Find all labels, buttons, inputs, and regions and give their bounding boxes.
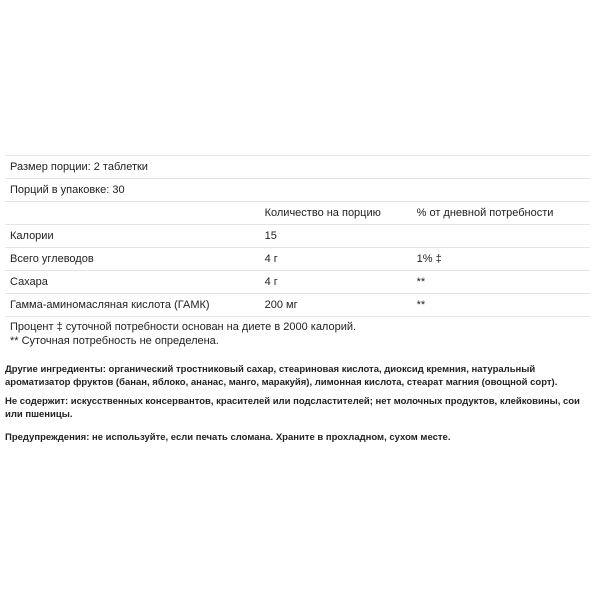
table-row bbox=[5, 248, 590, 271]
table-row bbox=[5, 179, 590, 202]
footnote-daily-value: Процент ‡ суточной потребности основан на диете в 2000 калорий. bbox=[10, 321, 357, 333]
table-row bbox=[5, 225, 590, 248]
free-of: Не содержит: искусственных консервантов, красителей или подсластителей; нет молочных продуктов, клейковины, сои или пшеницы. bbox=[5, 396, 580, 420]
footnote-not-established: ** Суточная потребность не определена. bbox=[10, 335, 219, 347]
nutrient-dv bbox=[412, 225, 590, 248]
nutrient-dv: ** bbox=[412, 271, 590, 294]
servings-per-container: Порций в упаковке: 30 bbox=[5, 179, 590, 202]
nutrient-name: Гамма-аминомасляная кислота (ГАМК) bbox=[5, 294, 260, 317]
nutrient-name: Всего углеводов bbox=[5, 248, 260, 271]
serving-size: Размер порции: 2 таблетки bbox=[5, 156, 590, 179]
nutrient-dv: 1% ‡ bbox=[412, 248, 590, 271]
table-row bbox=[5, 156, 590, 179]
other-ingredients: Другие ингредиенты: органический тростниковый сахар, стеариновая кислота, диоксид кремния, натуральный ароматизатор фруктов (банан, яблоко, ананас, манго, маракуйя), лимонная кислота, стеарат магния (овощной сорт). bbox=[5, 364, 558, 388]
header-daily-value: % от дневной потребности bbox=[412, 202, 590, 225]
supplement-facts-table bbox=[5, 155, 590, 317]
nutrient-amount: 4 г bbox=[260, 248, 412, 271]
nutrient-amount: 4 г bbox=[260, 271, 412, 294]
table-row bbox=[5, 271, 590, 294]
nutrient-amount: 15 bbox=[260, 225, 412, 248]
nutrient-name: Сахара bbox=[5, 271, 260, 294]
nutrient-name: Калории bbox=[5, 225, 260, 248]
header-empty bbox=[5, 202, 260, 225]
footnotes bbox=[10, 320, 356, 348]
nutrient-amount: 200 мг bbox=[260, 294, 412, 317]
table-row bbox=[5, 294, 590, 317]
warnings: Предупреждения: не используйте, если печать сломана. Храните в прохладном, сухом месте. bbox=[5, 432, 451, 443]
header-amount: Количество на порцию bbox=[260, 202, 412, 225]
nutrient-dv: ** bbox=[412, 294, 590, 317]
table-header-row bbox=[5, 202, 590, 225]
